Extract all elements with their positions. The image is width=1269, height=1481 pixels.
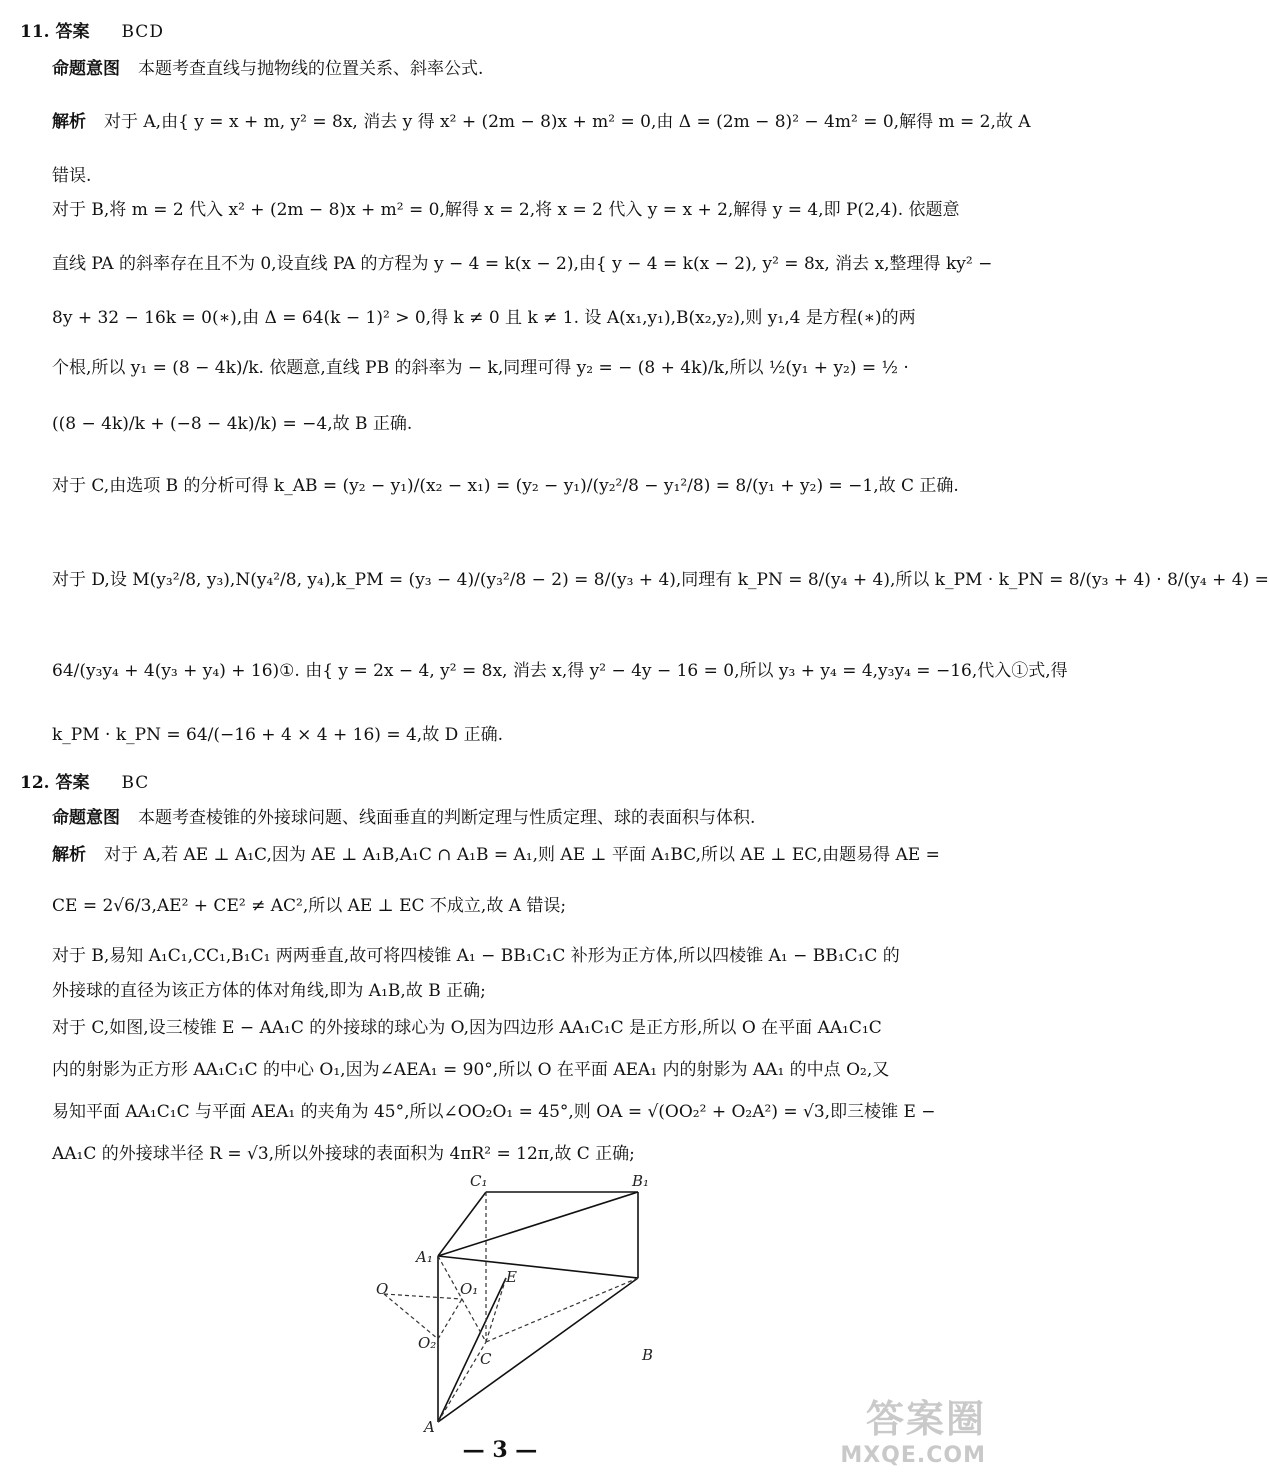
dashed-e-c xyxy=(486,1278,506,1342)
page-number: — 3 — xyxy=(462,1437,538,1463)
geometry-figure xyxy=(360,1170,680,1436)
q11-analysis-label: 解析 xyxy=(52,112,86,132)
q12-intent-label: 命题意图 xyxy=(52,808,120,828)
edge-a-e xyxy=(438,1278,506,1422)
q11-line-5: 个根,所以 y₁ = (8 − 4k)/k. 依题意,直线 PB 的斜率为 − k,同理可得 y₂ = − (8 + 4k)/k,所以 ½(y₁ + y₂) = ½ · xyxy=(52,358,909,378)
q11-line-8: 对于 D,设 M(y₃²/8, y₃),N(y₄²/8, y₄),k_PM = (y₃ − 4)/(y₃²/8 − 2) = 8/(y₃ + 4),同理有 k_PN = 8/(y₄ + 4),所以 k_PM · k_PN = 8/(y₃ + 4) · 8/(y₄ + 4) = xyxy=(52,570,1269,590)
label-a: A xyxy=(424,1418,435,1436)
watermark-line1: 答案圈 xyxy=(865,1397,986,1441)
q11-number: 11. xyxy=(20,22,50,42)
label-b1: B₁ xyxy=(632,1172,650,1190)
label-o2: O₂ xyxy=(418,1334,437,1352)
label-a1: A₁ xyxy=(416,1248,433,1266)
watermark-line2: MXQE.COM xyxy=(840,1443,986,1468)
q12-line-7: AA₁C 的外接球半径 R = √3,所以外接球的表面积为 4πR² = 12π,故 C 正确; xyxy=(52,1144,635,1164)
dashed-o-o2 xyxy=(384,1294,438,1339)
dashed-o2-o1 xyxy=(438,1299,462,1339)
label-o: O xyxy=(376,1280,389,1298)
q11-answer: BCD xyxy=(121,22,164,42)
q11-header xyxy=(20,20,978,44)
q12-intent-text: 本题考查棱锥的外接球问题、线面垂直的判断定理与性质定理、球的表面积与体积. xyxy=(138,808,756,828)
q11-line-9: 64/(y₃y₄ + 4(y₃ + y₄) + 16)①. 由{ y = 2x − 4, y² = 8x, 消去 x,得 y² − 4y − 16 = 0,所以 y₃ + y₄ = 4,y₃y₄ = −16,代入①式,得 xyxy=(52,661,1068,681)
label-e: E xyxy=(506,1268,517,1286)
edge-a1-c1 xyxy=(438,1192,486,1256)
q12-answer-label: 答案 xyxy=(55,773,90,793)
q12-intent xyxy=(52,806,978,830)
q11-line-4: 8y + 32 − 16k = 0(∗),由 Δ = 64(k − 1)² > 0,得 k ≠ 0 且 k ≠ 1. 设 A(x₁,y₁),B(x₂,y₂),则 y₁,4 是方程(∗)的两 xyxy=(52,308,916,328)
q12-line-0 xyxy=(52,843,978,867)
label-o1: O₁ xyxy=(460,1280,479,1298)
q12-text-0: 对于 A,若 AE ⊥ A₁C,因为 AE ⊥ A₁B,A₁C ∩ A₁B = A₁,则 AE ⊥ 平面 A₁BC,所以 AE ⊥ EC,由题易得 AE = xyxy=(104,845,940,865)
q11-text-0: 对于 A,由{ y = x + m, y² = 8x, 消去 y 得 x² + (2m − 8)x + m² = 0,由 Δ = (2m − 8)² − 4m² = 0,解得 m = 2,故 A xyxy=(104,112,1031,132)
q12-line-6: 易知平面 AA₁C₁C 与平面 AEA₁ 的夹角为 45°,所以∠OO₂O₁ = 45°,则 OA = √(OO₂² + O₂A²) = √3,即三棱锥 E − xyxy=(52,1102,936,1122)
q12-line-5: 内的射影为正方形 AA₁C₁C 的中心 O₁,因为∠AEA₁ = 90°,所以 O 在平面 AEA₁ 内的射影为 AA₁ 的中点 O₂,又 xyxy=(52,1060,890,1080)
q12-answer: BC xyxy=(121,773,150,793)
dashed-a-c xyxy=(438,1342,486,1422)
q12-line-4: 对于 C,如图,设三棱锥 E − AA₁C 的外接球的球心为 O,因为四边形 AA₁C₁C 是正方形,所以 O 在平面 AA₁C₁C xyxy=(52,1018,882,1038)
label-c: C xyxy=(480,1350,492,1368)
q12-header xyxy=(20,771,978,795)
label-c1: C₁ xyxy=(470,1172,488,1190)
q11-intent-text: 本题考查直线与抛物线的位置关系、斜率公式. xyxy=(138,59,484,79)
q12-line-2: 对于 B,易知 A₁C₁,CC₁,B₁C₁ 两两垂直,故可将四棱锥 A₁ − BB₁C₁C 补形为正方体,所以四棱锥 A₁ − BB₁C₁C 的 xyxy=(52,946,900,966)
q11-line-7: 对于 C,由选项 B 的分析可得 k_AB = (y₂ − y₁)/(x₂ − x₁) = (y₂ − y₁)/(y₂²/8 − y₁²/8) = 8/(y₁ + y₂) = −1,故 C 正确. xyxy=(52,476,959,496)
q11-line-10: k_PM · k_PN = 64/(−16 + 4 × 4 + 16) = 4,故 D 正确. xyxy=(52,725,504,745)
q11-intent-label: 命题意图 xyxy=(52,59,120,79)
q11-line-1: 错误. xyxy=(52,166,92,186)
edge-a1-b1 xyxy=(438,1192,638,1256)
q12-number: 12. xyxy=(20,773,50,793)
q11-answer-label: 答案 xyxy=(55,22,90,42)
watermark-logo xyxy=(806,1388,986,1468)
edge-a-b xyxy=(438,1278,638,1422)
q11-intent xyxy=(52,57,978,81)
label-b: B xyxy=(642,1346,654,1364)
q12-line-1: CE = 2√6/3,AE² + CE² ≠ AC²,所以 AE ⊥ EC 不成立,故 A 错误; xyxy=(52,896,567,916)
q11-line-2: 对于 B,将 m = 2 代入 x² + (2m − 8)x + m² = 0,解得 x = 2,将 x = 2 代入 y = x + 2,解得 y = 4,即 P(2,4). 依题意 xyxy=(52,200,960,220)
q12-line-3: 外接球的直径为该正方体的体对角线,即为 A₁B,故 B 正确; xyxy=(52,981,486,1001)
q11-line-0 xyxy=(52,110,1031,134)
q11-line-6: ((8 − 4k)/k + (−8 − 4k)/k) = −4,故 B 正确. xyxy=(52,414,413,434)
dashed-o-o1 xyxy=(384,1294,462,1299)
q11-line-3: 直线 PA 的斜率存在且不为 0,设直线 PA 的方程为 y − 4 = k(x − 2),由{ y − 4 = k(x − 2), y² = 8x, 消去 x,整理得 ky² − xyxy=(52,254,993,274)
q12-analysis-label: 解析 xyxy=(52,845,86,865)
edge-a1-b xyxy=(438,1256,638,1278)
